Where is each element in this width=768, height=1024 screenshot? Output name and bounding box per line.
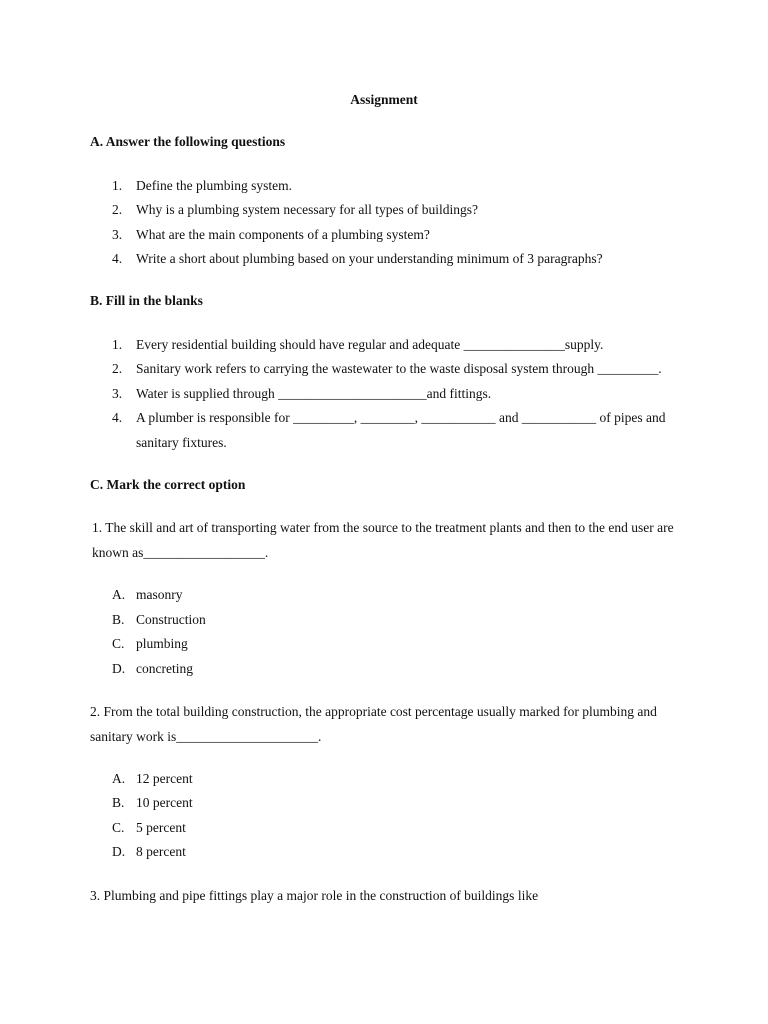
option-text: masonry (136, 587, 183, 602)
list-item (112, 333, 702, 358)
list-item (112, 357, 702, 382)
list-item-number: 1. (112, 337, 123, 352)
list-item (112, 223, 702, 248)
question-3-text: 3. Plumbing and pipe fittings play a major role in the construction of buildings like (90, 888, 539, 903)
list-item-text: Why is a plumbing system necessary for all types of buildings? (136, 202, 478, 217)
option-item (112, 816, 186, 841)
list-item-text: Every residential building should have regular and adequate _______________supply. (136, 337, 604, 352)
option-letter: B. (112, 612, 125, 627)
list-item-text: What are the main components of a plumbing system? (136, 227, 430, 242)
option-text: Construction (136, 612, 206, 627)
list-item (112, 406, 702, 455)
option-letter: B. (112, 795, 125, 810)
question-2-text: 2. From the total building construction, the appropriate cost percentage usually marked for plumbing and sanitary work is_____________________. (90, 704, 657, 744)
list-item (112, 382, 702, 407)
option-item (112, 657, 193, 682)
option-text: 5 percent (136, 820, 186, 835)
option-text: 8 percent (136, 844, 186, 859)
list-item-number: 1. (112, 178, 123, 193)
list-item (112, 198, 702, 223)
option-item (112, 632, 188, 657)
option-item (112, 608, 206, 633)
section-c-heading: C. Mark the correct option (90, 477, 246, 492)
list-item-text: Sanitary work refers to carrying the wastewater to the waste disposal system through _________. (136, 361, 662, 376)
option-text: plumbing (136, 636, 188, 651)
option-item (112, 791, 193, 816)
section-b-heading: B. Fill in the blanks (90, 293, 203, 308)
list-item-text: Water is supplied through ______________________and fittings. (136, 386, 492, 401)
list-item (112, 247, 702, 272)
option-letter: C. (112, 820, 125, 835)
option-letter: D. (112, 844, 126, 859)
option-letter: D. (112, 661, 126, 676)
option-item (112, 767, 193, 792)
list-item (112, 174, 702, 199)
list-item-text: A plumber is responsible for _________, ________, ___________ and ___________ of pipes and sanitary fixtures. (136, 410, 666, 450)
question-1-text: 1. The skill and art of transporting water from the source to the treatment plants and then to the end user are known as__________________. (92, 520, 674, 560)
list-item-text: Write a short about plumbing based on your understanding minimum of 3 paragraphs? (136, 251, 603, 266)
list-item-number: 3. (112, 227, 123, 242)
section-a-heading: A. Answer the following questions (90, 134, 286, 149)
option-item (112, 840, 186, 865)
option-letter: C. (112, 636, 125, 651)
option-text: 12 percent (136, 771, 193, 786)
list-item-number: 4. (112, 251, 123, 266)
list-item-number: 2. (112, 202, 123, 217)
list-item-number: 2. (112, 361, 123, 376)
option-text: 10 percent (136, 795, 193, 810)
list-item-number: 3. (112, 386, 123, 401)
list-item-text: Define the plumbing system. (136, 178, 292, 193)
option-text: concreting (136, 661, 193, 676)
list-item-number: 4. (112, 410, 123, 425)
option-item (112, 583, 183, 608)
option-letter: A. (112, 587, 126, 602)
option-letter: A. (112, 771, 126, 786)
page-title: Assignment (350, 92, 418, 107)
